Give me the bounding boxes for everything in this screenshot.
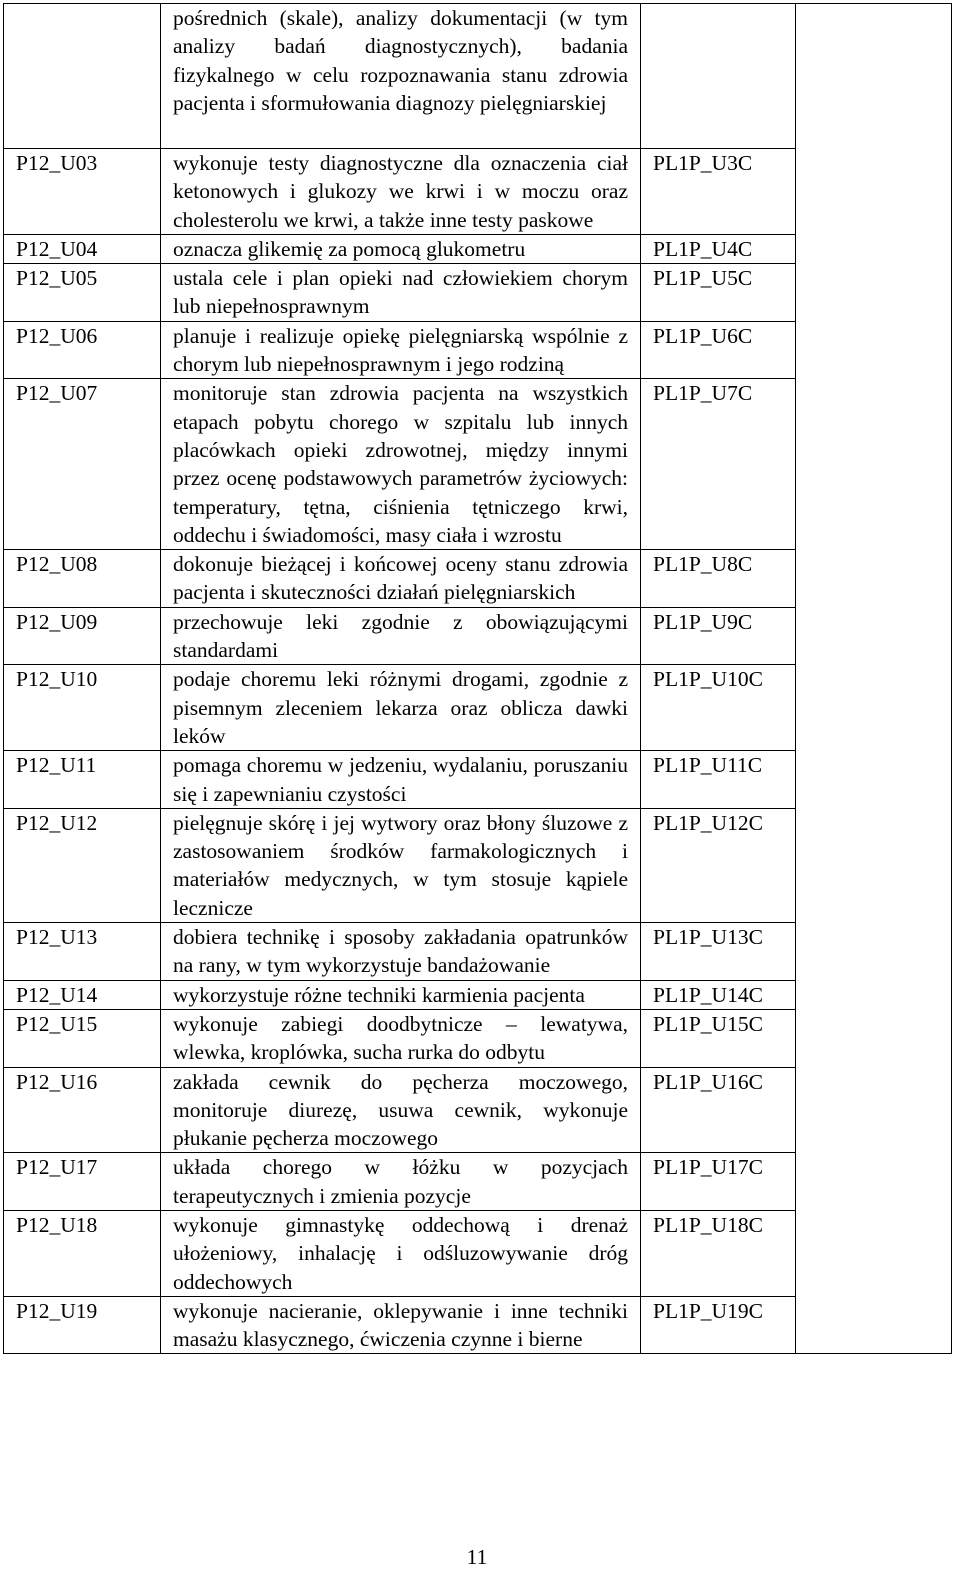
- outcome-reference-cell: PL1P_U16C: [641, 1067, 796, 1153]
- learning-outcomes-table: [3, 3, 952, 1354]
- outcome-code-cell: P12_U08: [4, 550, 161, 608]
- outcome-reference-cell: [641, 4, 796, 149]
- outcome-description-cell: zakłada cewnik do pęcherza moczowego, monitoruje diurezę, usuwa cewnik, wykonuje płukanie pęcherza moczowego: [161, 1067, 641, 1153]
- outcome-description-cell: monitoruje stan zdrowia pacjenta na wszystkich etapach pobytu chorego w szpitalu lub innych placówkach opieki zdrowotnej, między innymi przez ocenę podstawowych parametrów życiowych: temperatury, tętna, ciśnienia tętniczego krwi, oddechu i świadomości, masy ciała i wzrostu: [161, 379, 641, 550]
- outcome-description-cell: wykonuje gimnastykę oddechową i drenaż ułożeniowy, inhalację i odśluzowywanie dróg oddechowych: [161, 1210, 641, 1296]
- outcome-reference-cell: PL1P_U12C: [641, 808, 796, 922]
- outcome-code-cell: P12_U18: [4, 1210, 161, 1296]
- outcome-description-cell: podaje choremu leki różnymi drogami, zgodnie z pisemnym zleceniem lekarza oraz oblicza dawki leków: [161, 665, 641, 751]
- outcomes-table-body: [4, 4, 952, 1354]
- outcome-code-cell: P12_U19: [4, 1296, 161, 1354]
- outcome-description-cell: pośrednich (skale), analizy dokumentacji (w tym analizy badań diagnostycznych), badania fizykalnego w celu rozpoznawania stanu zdrowia pacjenta i sformułowania diagnozy pielęgniarskiej: [161, 4, 641, 149]
- outcome-description-cell: wykonuje zabiegi doodbytnicze – lewatywa, wlewka, kroplówka, sucha rurka do odbytu: [161, 1009, 641, 1067]
- outcome-description-cell: przechowuje leki zgodnie z obowiązującymi standardami: [161, 607, 641, 665]
- outcome-reference-cell: PL1P_U8C: [641, 550, 796, 608]
- table-row: [4, 4, 952, 149]
- outcome-code-cell: P12_U15: [4, 1009, 161, 1067]
- outcome-reference-cell: PL1P_U3C: [641, 149, 796, 235]
- outcome-reference-cell: PL1P_U18C: [641, 1210, 796, 1296]
- outcome-code-cell: P12_U11: [4, 751, 161, 809]
- outcome-description-cell: pomaga choremu w jedzeniu, wydalaniu, poruszaniu się i zapewnianiu czystości: [161, 751, 641, 809]
- outcome-description-cell: ustala cele i plan opieki nad człowiekiem chorym lub niepełnosprawnym: [161, 264, 641, 322]
- outcome-code-cell: P12_U10: [4, 665, 161, 751]
- outcome-description-cell: wykonuje testy diagnostyczne dla oznaczenia ciał ketonowych i glukozy we krwi i w moczu oraz cholesterolu we krwi, a także inne testy paskowe: [161, 149, 641, 235]
- outcome-reference-cell: PL1P_U9C: [641, 607, 796, 665]
- outcome-code-cell: P12_U05: [4, 264, 161, 322]
- outcome-reference-cell: PL1P_U7C: [641, 379, 796, 550]
- outcome-reference-cell: PL1P_U4C: [641, 234, 796, 263]
- outcome-reference-cell: PL1P_U19C: [641, 1296, 796, 1354]
- outcome-description-cell: wykonuje nacieranie, oklepywanie i inne techniki masażu klasycznego, ćwiczenia czynne i bierne: [161, 1296, 641, 1354]
- outcome-code-cell: P12_U16: [4, 1067, 161, 1153]
- outcome-code-cell: P12_U04: [4, 234, 161, 263]
- page-number: 11: [466, 1545, 488, 1569]
- outcome-description-cell: planuje i realizuje opiekę pielęgniarską wspólnie z chorym lub niepełnosprawnym i jego rodziną: [161, 321, 641, 379]
- outcome-description-cell: wykorzystuje różne techniki karmienia pacjenta: [161, 980, 641, 1009]
- outcome-reference-cell: PL1P_U17C: [641, 1153, 796, 1211]
- outcome-reference-cell: PL1P_U11C: [641, 751, 796, 809]
- outcome-code-cell: P12_U13: [4, 923, 161, 981]
- outcome-reference-cell: PL1P_U14C: [641, 980, 796, 1009]
- outcome-code-cell: P12_U06: [4, 321, 161, 379]
- outcome-code-cell: P12_U03: [4, 149, 161, 235]
- outcome-reference-cell: PL1P_U10C: [641, 665, 796, 751]
- outcome-code-cell: P12_U14: [4, 980, 161, 1009]
- outcome-code-cell: P12_U09: [4, 607, 161, 665]
- outcome-description-cell: pielęgnuje skórę i jej wytwory oraz błony śluzowe z zastosowaniem środków farmakologicznych i materiałów medycznych, w tym stosuje kąpiele lecznicze: [161, 808, 641, 922]
- outcome-reference-cell: PL1P_U15C: [641, 1009, 796, 1067]
- outcome-code-cell: P12_U07: [4, 379, 161, 550]
- outcome-reference-cell: PL1P_U5C: [641, 264, 796, 322]
- outcome-description-cell: dobiera technikę i sposoby zakładania opatrunków na rany, w tym wykorzystuje bandażowanie: [161, 923, 641, 981]
- outcome-code-cell: P12_U12: [4, 808, 161, 922]
- outcome-reference-cell: PL1P_U13C: [641, 923, 796, 981]
- outcome-description-cell: dokonuje bieżącej i końcowej oceny stanu zdrowia pacjenta i skuteczności działań pielęgniarskich: [161, 550, 641, 608]
- outcome-code-cell: [4, 4, 161, 149]
- outcome-description-cell: układa chorego w łóżku w pozycjach terapeutycznych i zmienia pozycje: [161, 1153, 641, 1211]
- outcome-reference-cell: PL1P_U6C: [641, 321, 796, 379]
- outcome-description-cell: oznacza glikemię za pomocą glukometru: [161, 234, 641, 263]
- empty-column-cell: [796, 4, 952, 1354]
- outcome-code-cell: P12_U17: [4, 1153, 161, 1211]
